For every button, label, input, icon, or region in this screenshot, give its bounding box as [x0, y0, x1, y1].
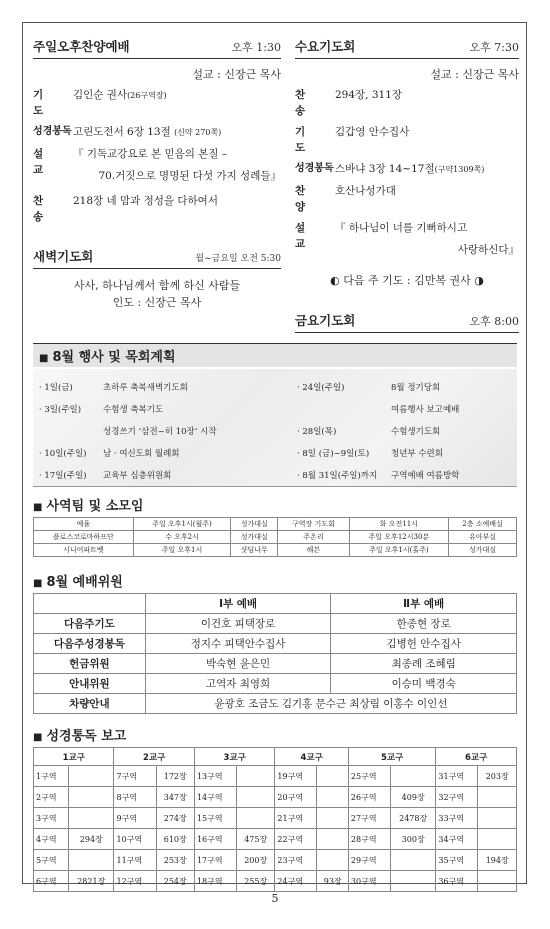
- order-row: [295, 124, 519, 156]
- group-header: 2교구: [114, 748, 194, 766]
- table-cell: 샷딤나무: [231, 544, 278, 557]
- table-row: [34, 544, 517, 557]
- chapters-cell: [69, 787, 114, 808]
- chapters-cell: 254장: [156, 871, 194, 892]
- table-cell: 해븐: [278, 544, 350, 557]
- row-label: 다음주성경봉독: [34, 634, 146, 654]
- chapters-cell: [478, 829, 517, 850]
- table-row: [34, 808, 517, 829]
- group-header: 5교구: [348, 748, 435, 766]
- district-cell: 8구역: [114, 787, 156, 808]
- district-cell: 14구역: [194, 787, 236, 808]
- table-cell: 플로스코로마하프단: [34, 531, 134, 544]
- district-cell: 22구역: [275, 829, 317, 850]
- district-cell: 26구역: [348, 787, 390, 808]
- table-row: [34, 694, 517, 714]
- order-row: [295, 183, 519, 215]
- chapters-cell: [390, 850, 435, 871]
- part1-header: Ⅰ부 예배: [145, 594, 331, 614]
- table-row: [34, 787, 517, 808]
- bible-table: [33, 747, 517, 892]
- chapters-cell: 274장: [156, 808, 194, 829]
- table-row: [34, 518, 517, 531]
- table-cell: 고역자 최영희: [145, 674, 331, 694]
- table-row: [34, 614, 517, 634]
- chapters-cell: [478, 871, 517, 892]
- table-cell: 성가대실: [449, 544, 517, 557]
- order-label: 기 도: [33, 89, 50, 117]
- table-cell: 주일 오후1시(홀주): [349, 544, 448, 557]
- chapters-cell: [317, 766, 348, 787]
- event-text: 수험생 축복기도: [103, 405, 164, 415]
- district-cell: 10구역: [114, 829, 156, 850]
- events-list: [33, 369, 517, 487]
- table-cell: 정지수 피택안수집사: [145, 634, 331, 654]
- chapters-cell: [478, 787, 517, 808]
- section-time: 오후 7:30: [469, 41, 519, 54]
- square-bullet-icon: ■: [33, 732, 43, 743]
- chapters-cell: [237, 787, 275, 808]
- district-cell: 31구역: [436, 766, 478, 787]
- district-cell: 34구역: [436, 829, 478, 850]
- row-label: 다음주기도: [34, 614, 146, 634]
- order-label: 설 교: [295, 222, 312, 250]
- table-cell: 최종례 조혜림: [331, 654, 517, 674]
- row-label: 차량안내: [34, 694, 146, 714]
- chapters-cell: [390, 871, 435, 892]
- order-value: [73, 124, 281, 141]
- chapters-cell: 172장: [156, 766, 194, 787]
- district-cell: 18구역: [194, 871, 236, 892]
- chapters-cell: [237, 766, 275, 787]
- order-text: 고린도전서 6장 13절: [73, 126, 171, 138]
- table-row: [34, 871, 517, 892]
- chapters-cell: 203장: [478, 766, 517, 787]
- event-text: 여름행사 보고예배: [391, 405, 460, 415]
- square-bullet-icon: ■: [39, 353, 49, 364]
- table-cell: 시니어파트벳: [34, 544, 134, 557]
- event-text: 청년부 수련회: [391, 449, 443, 459]
- chapters-cell: [317, 829, 348, 850]
- group-header: 6교구: [436, 748, 517, 766]
- table-row: [34, 850, 517, 871]
- order-note: (26구역장): [127, 91, 167, 100]
- sermon-title: [335, 220, 519, 258]
- order-row: [33, 146, 281, 184]
- next-week-prayer: ◐ 다음 주 기도 : 김만복 권사 ◑: [330, 274, 484, 287]
- district-cell: 21구역: [275, 808, 317, 829]
- chapters-cell: [317, 850, 348, 871]
- bulletin-page: [22, 22, 527, 884]
- chapters-cell: 610장: [156, 829, 194, 850]
- table-cell: 유아부실: [449, 531, 517, 544]
- worship-table: [33, 593, 517, 714]
- sermon-line1: 『 하나님이 너를 기뻐하시고: [335, 222, 468, 234]
- event-date: · 3일(주일): [39, 405, 82, 415]
- row-label: 안내위원: [34, 674, 146, 694]
- events-title-text: 8월 행사 및 목회계획: [52, 350, 176, 365]
- district-cell: 16구역: [194, 829, 236, 850]
- event-date: · 8월 31일(주일)까지: [297, 471, 378, 481]
- dawn-header: [33, 247, 281, 269]
- event-text: 수험생기도회: [391, 427, 441, 437]
- table-cell: 이승미 백경숙: [331, 674, 517, 694]
- section-title: 주일오후찬양예배: [33, 39, 130, 54]
- wednesday-header: [295, 37, 519, 59]
- table-row: [34, 634, 517, 654]
- sermon-line2: 70.거짓으로 명명된 다섯 가지 성례들』: [98, 170, 281, 182]
- preacher: 설교 : 신장근 목사: [192, 68, 281, 81]
- table-row: [34, 654, 517, 674]
- preacher: 설교 : 신장근 목사: [430, 68, 519, 81]
- bible-title-text: 성경통독 보고: [46, 729, 127, 744]
- table-cell: 김병헌 안수집사: [331, 634, 517, 654]
- dawn-theme: 사사, 하나님께서 함께 하신 사람들: [73, 279, 241, 292]
- table-cell: 주일 오후12시30분: [349, 531, 448, 544]
- district-cell: 3구역: [34, 808, 69, 829]
- chapters-cell: 253장: [156, 850, 194, 871]
- chapters-cell: 200장: [237, 850, 275, 871]
- order-text: 스바냐 3장 14~17절: [335, 163, 435, 175]
- table-cell: 구역장 기도회: [278, 518, 350, 531]
- chapters-cell: [317, 808, 348, 829]
- table-cell: 주일 오후1시(월주): [133, 518, 231, 531]
- group-header: 1교구: [34, 748, 114, 766]
- table-cell: 한종현 장로: [331, 614, 517, 634]
- district-cell: 30구역: [348, 871, 390, 892]
- table-cell: 윤광호 조금도 김기홍 문수근 최상림 이홍수 이인선: [145, 694, 516, 714]
- order-label: 찬 송: [295, 89, 312, 117]
- order-value: 김갑영 안수집사: [335, 126, 410, 138]
- district-cell: 12구역: [114, 871, 156, 892]
- table-row: [34, 674, 517, 694]
- order-text: 김인순 권사: [73, 89, 128, 101]
- district-cell: 1구역: [34, 766, 69, 787]
- section-title: 금요기도회: [295, 313, 356, 328]
- sermon-title: [73, 146, 281, 184]
- event-date: · 1일(금): [39, 383, 73, 393]
- left-column: [33, 37, 281, 311]
- event-text: 구역예배 여름방학: [391, 471, 460, 481]
- order-label: 기 도: [295, 126, 312, 154]
- district-cell: 25구역: [348, 766, 390, 787]
- table-cell: 주온리: [278, 531, 350, 544]
- event-date: · 28일(목): [297, 427, 337, 437]
- table-cell: 주일 오후1시: [133, 544, 231, 557]
- chapters-cell: 294장: [69, 829, 114, 850]
- event-text: 초하루 축복새벽기도회: [103, 383, 188, 393]
- ministry-title: [33, 495, 143, 514]
- district-cell: 6구역: [34, 871, 69, 892]
- order-label: 성경봉독: [295, 163, 334, 174]
- order-value: [335, 161, 519, 178]
- district-cell: 15구역: [194, 808, 236, 829]
- table-cell: 이건호 피택장로: [145, 614, 331, 634]
- order-value: 218장 네 맘과 정성을 다하여서: [73, 195, 218, 207]
- order-label: 성경봉독: [33, 126, 72, 137]
- bible-title: [33, 725, 126, 744]
- order-label: 찬 송: [33, 195, 50, 223]
- district-cell: 5구역: [34, 850, 69, 871]
- chapters-cell: 93장: [317, 871, 348, 892]
- table-row: [34, 829, 517, 850]
- chapters-cell: [69, 808, 114, 829]
- district-cell: 23구역: [275, 850, 317, 871]
- chapters-cell: [317, 787, 348, 808]
- table-cell: 성가대실: [231, 531, 278, 544]
- chapters-cell: 2478장: [390, 808, 435, 829]
- chapters-cell: [390, 766, 435, 787]
- table-cell: 수 오후2시: [133, 531, 231, 544]
- chapters-cell: 300장: [390, 829, 435, 850]
- order-row: [295, 87, 519, 119]
- district-cell: 19구역: [275, 766, 317, 787]
- section-title: 수요기도회: [295, 39, 356, 54]
- event-date: · 17일(주일): [39, 471, 87, 481]
- chapters-cell: 194장: [478, 850, 517, 871]
- order-note: (구약1309쪽): [434, 165, 485, 174]
- event-text: 남 · 여신도회 월례회: [103, 449, 180, 459]
- table-cell: 박숙현 윤은민: [145, 654, 331, 674]
- district-cell: 17구역: [194, 850, 236, 871]
- worship-title: [33, 571, 123, 590]
- order-label: 설 교: [33, 148, 50, 176]
- chapters-cell: 347장: [156, 787, 194, 808]
- table-cell: 화 오전11시: [349, 518, 448, 531]
- order-row: [33, 193, 281, 225]
- district-cell: 33구역: [436, 808, 478, 829]
- district-cell: 35구역: [436, 850, 478, 871]
- order-note: (신약 270쪽): [174, 128, 222, 137]
- district-cell: 13구역: [194, 766, 236, 787]
- square-bullet-icon: ■: [33, 578, 43, 589]
- part2-header: Ⅱ부 예배: [331, 594, 517, 614]
- district-cell: 32구역: [436, 787, 478, 808]
- order-row: [33, 124, 281, 141]
- page-number: 5: [271, 892, 279, 905]
- chapters-cell: 2821장: [69, 871, 114, 892]
- event-text: 성경쓰기 ‘삼전~히 10장’ 시작: [103, 427, 217, 437]
- order-value: [73, 87, 281, 119]
- district-cell: 11구역: [114, 850, 156, 871]
- event-text: 교육부 심층위원회: [103, 471, 172, 481]
- event-text: 8월 정기당회: [391, 383, 441, 393]
- worship-title-text: 8월 예배위원: [46, 575, 123, 590]
- district-cell: 20구역: [275, 787, 317, 808]
- table-cell: 2층 소예배실: [449, 518, 517, 531]
- district-cell: 28구역: [348, 829, 390, 850]
- district-cell: 29구역: [348, 850, 390, 871]
- events-title: [33, 344, 517, 367]
- group-header: 3교구: [194, 748, 274, 766]
- order-value: 294장, 311장: [335, 89, 403, 101]
- section-title: 새벽기도회: [33, 249, 94, 264]
- event-date: · 8일 (금)~9일(토): [297, 449, 370, 459]
- table-row: [34, 594, 517, 614]
- sunday-afternoon-header: [33, 37, 281, 59]
- square-bullet-icon: ■: [33, 502, 43, 513]
- order-row: [295, 220, 519, 258]
- events-banner: [33, 343, 517, 367]
- chapters-cell: [69, 850, 114, 871]
- chapters-cell: [478, 808, 517, 829]
- district-cell: 7구역: [114, 766, 156, 787]
- district-cell: 4구역: [34, 829, 69, 850]
- table-row: [34, 748, 517, 766]
- district-cell: 2구역: [34, 787, 69, 808]
- district-cell: 27구역: [348, 808, 390, 829]
- order-value: 호산나성가대: [335, 185, 396, 197]
- section-time: 오후 8:00: [469, 315, 519, 328]
- district-cell: 9구역: [114, 808, 156, 829]
- dawn-leader: 인도 : 신장근 목사: [112, 296, 202, 309]
- table-row: [34, 531, 517, 544]
- ministry-table: [33, 517, 517, 557]
- table-cell: 성가대실: [231, 518, 278, 531]
- event-date: · 10일(주일): [39, 449, 87, 459]
- section-time: 오후 1:30: [231, 41, 281, 54]
- right-column: [295, 37, 519, 333]
- order-label: 찬 양: [295, 185, 312, 213]
- ministry-title-text: 사역팀 및 소모임: [46, 499, 144, 514]
- chapters-cell: [69, 766, 114, 787]
- group-header: 4교구: [275, 748, 349, 766]
- row-label: 헌금위원: [34, 654, 146, 674]
- order-row: [33, 87, 281, 119]
- order-row: [295, 161, 519, 178]
- section-time: 월~금요일 오전 5:30: [195, 254, 281, 264]
- chapters-cell: 409장: [390, 787, 435, 808]
- district-cell: 36구역: [436, 871, 478, 892]
- table-cell: 예율: [34, 518, 134, 531]
- sermon-line1: 『 기독교강요로 본 믿음의 본질 –: [73, 148, 228, 160]
- friday-header: [295, 311, 519, 333]
- district-cell: 24구역: [275, 871, 317, 892]
- sermon-line2: 사랑하신다』: [457, 244, 519, 256]
- chapters-cell: [237, 808, 275, 829]
- table-row: [34, 766, 517, 787]
- chapters-cell: 255장: [237, 871, 275, 892]
- event-date: · 24일(주일): [297, 383, 345, 393]
- table-cell: [34, 594, 146, 614]
- chapters-cell: 475장: [237, 829, 275, 850]
